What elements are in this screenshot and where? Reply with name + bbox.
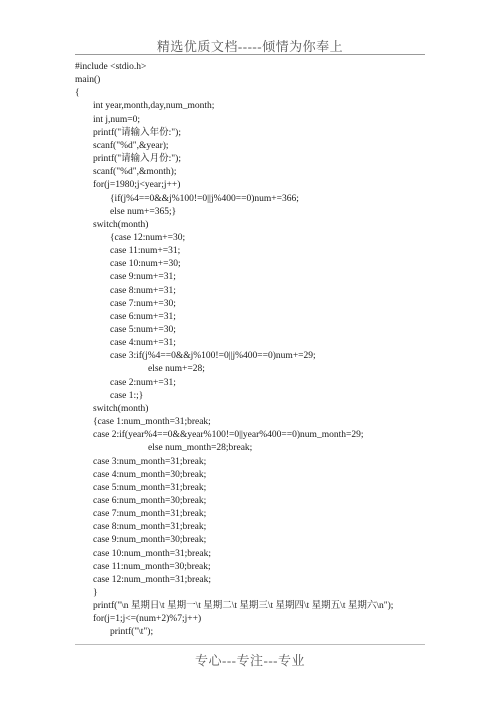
code-line: { (75, 88, 80, 99)
footer-divider (75, 644, 425, 645)
header-divider (75, 54, 425, 55)
code-line: } (93, 588, 98, 598)
code-line: case 4:num_month=30;break; (93, 469, 207, 480)
code-line: printf("\t"); (110, 627, 154, 638)
code-line: case 8:num_month=31;break; (93, 522, 207, 533)
code-line: case 10:num_month=31;break; (93, 548, 212, 559)
code-line: int j,num=0; (93, 114, 141, 125)
code-line: case 10:num+=30; (110, 259, 181, 270)
code-line: int year,month,day,num_month; (93, 101, 215, 112)
code-line: for(j=1980;j<year;j++) (93, 180, 181, 191)
code-line: case 5:num+=30; (110, 325, 176, 335)
code-line: case 7:num_month=31;break; (93, 509, 207, 520)
code-line: else num+=365;} (110, 206, 177, 217)
code-line: main() (75, 75, 101, 86)
code-line: case 6:num_month=30;break; (93, 495, 207, 506)
code-line: {case 1:num_month=31;break; (93, 417, 211, 428)
page-footer: 专心---专注---专业 (195, 653, 305, 668)
code-line: #include <stdio.h> (75, 62, 147, 72)
code-line: printf("\n 星期日\t 星期一\t 星期二\t 星期三\t 星期四\t 星期五\t 星期六\n"); (93, 601, 394, 612)
code-line: case 11:num+=31; (110, 246, 181, 257)
code-line: switch(month) (93, 219, 149, 230)
code-line: case 3:if(j%4==0&&j%100!=0||j%400==0)num+=29; (110, 351, 316, 362)
code-line: {case 12:num+=30; (110, 232, 186, 243)
code-line: case 2:num+=31; (110, 377, 176, 388)
code-line: case 5:num_month=31;break; (93, 482, 207, 493)
code-line: case 12:num_month=31;break; (93, 574, 212, 585)
code-line: case 7:num+=30; (110, 298, 176, 309)
code-line: else num_month=28;break; (148, 443, 253, 454)
code-line: printf("请输入年份:"); (93, 127, 181, 138)
code-line: for(j=1;j<=(num+2)%7;j++) (93, 614, 202, 625)
code-line: case 11:num_month=30;break; (93, 561, 211, 572)
code-line: switch(month) (93, 403, 149, 414)
code-line: scanf("%d",&year); (93, 140, 169, 151)
code-line: case 6:num+=31; (110, 311, 176, 322)
code-line: case 8:num+=31; (110, 285, 176, 296)
page-header: 精选优质文档-----倾情为你奉上 (156, 39, 344, 54)
code-line: case 9:num_month=30;break; (93, 535, 207, 546)
code-line: case 2:if(year%4==0&&year%100!=0||year%400==0)num_month=29; (93, 430, 364, 441)
code-line: case 3:num_month=31;break; (93, 456, 207, 467)
code-line: {if(j%4==0&&j%100!=0||j%400==0)num+=366; (110, 193, 299, 204)
code-line: case 1:;} (110, 390, 144, 401)
code-line: scanf("%d",&month); (93, 167, 177, 178)
code-line: printf("请输入月份:"); (93, 154, 181, 165)
code-line: case 9:num+=31; (110, 272, 176, 283)
code-line: case 4:num+=31; (110, 338, 176, 349)
code-line: else num+=28; (148, 364, 205, 375)
